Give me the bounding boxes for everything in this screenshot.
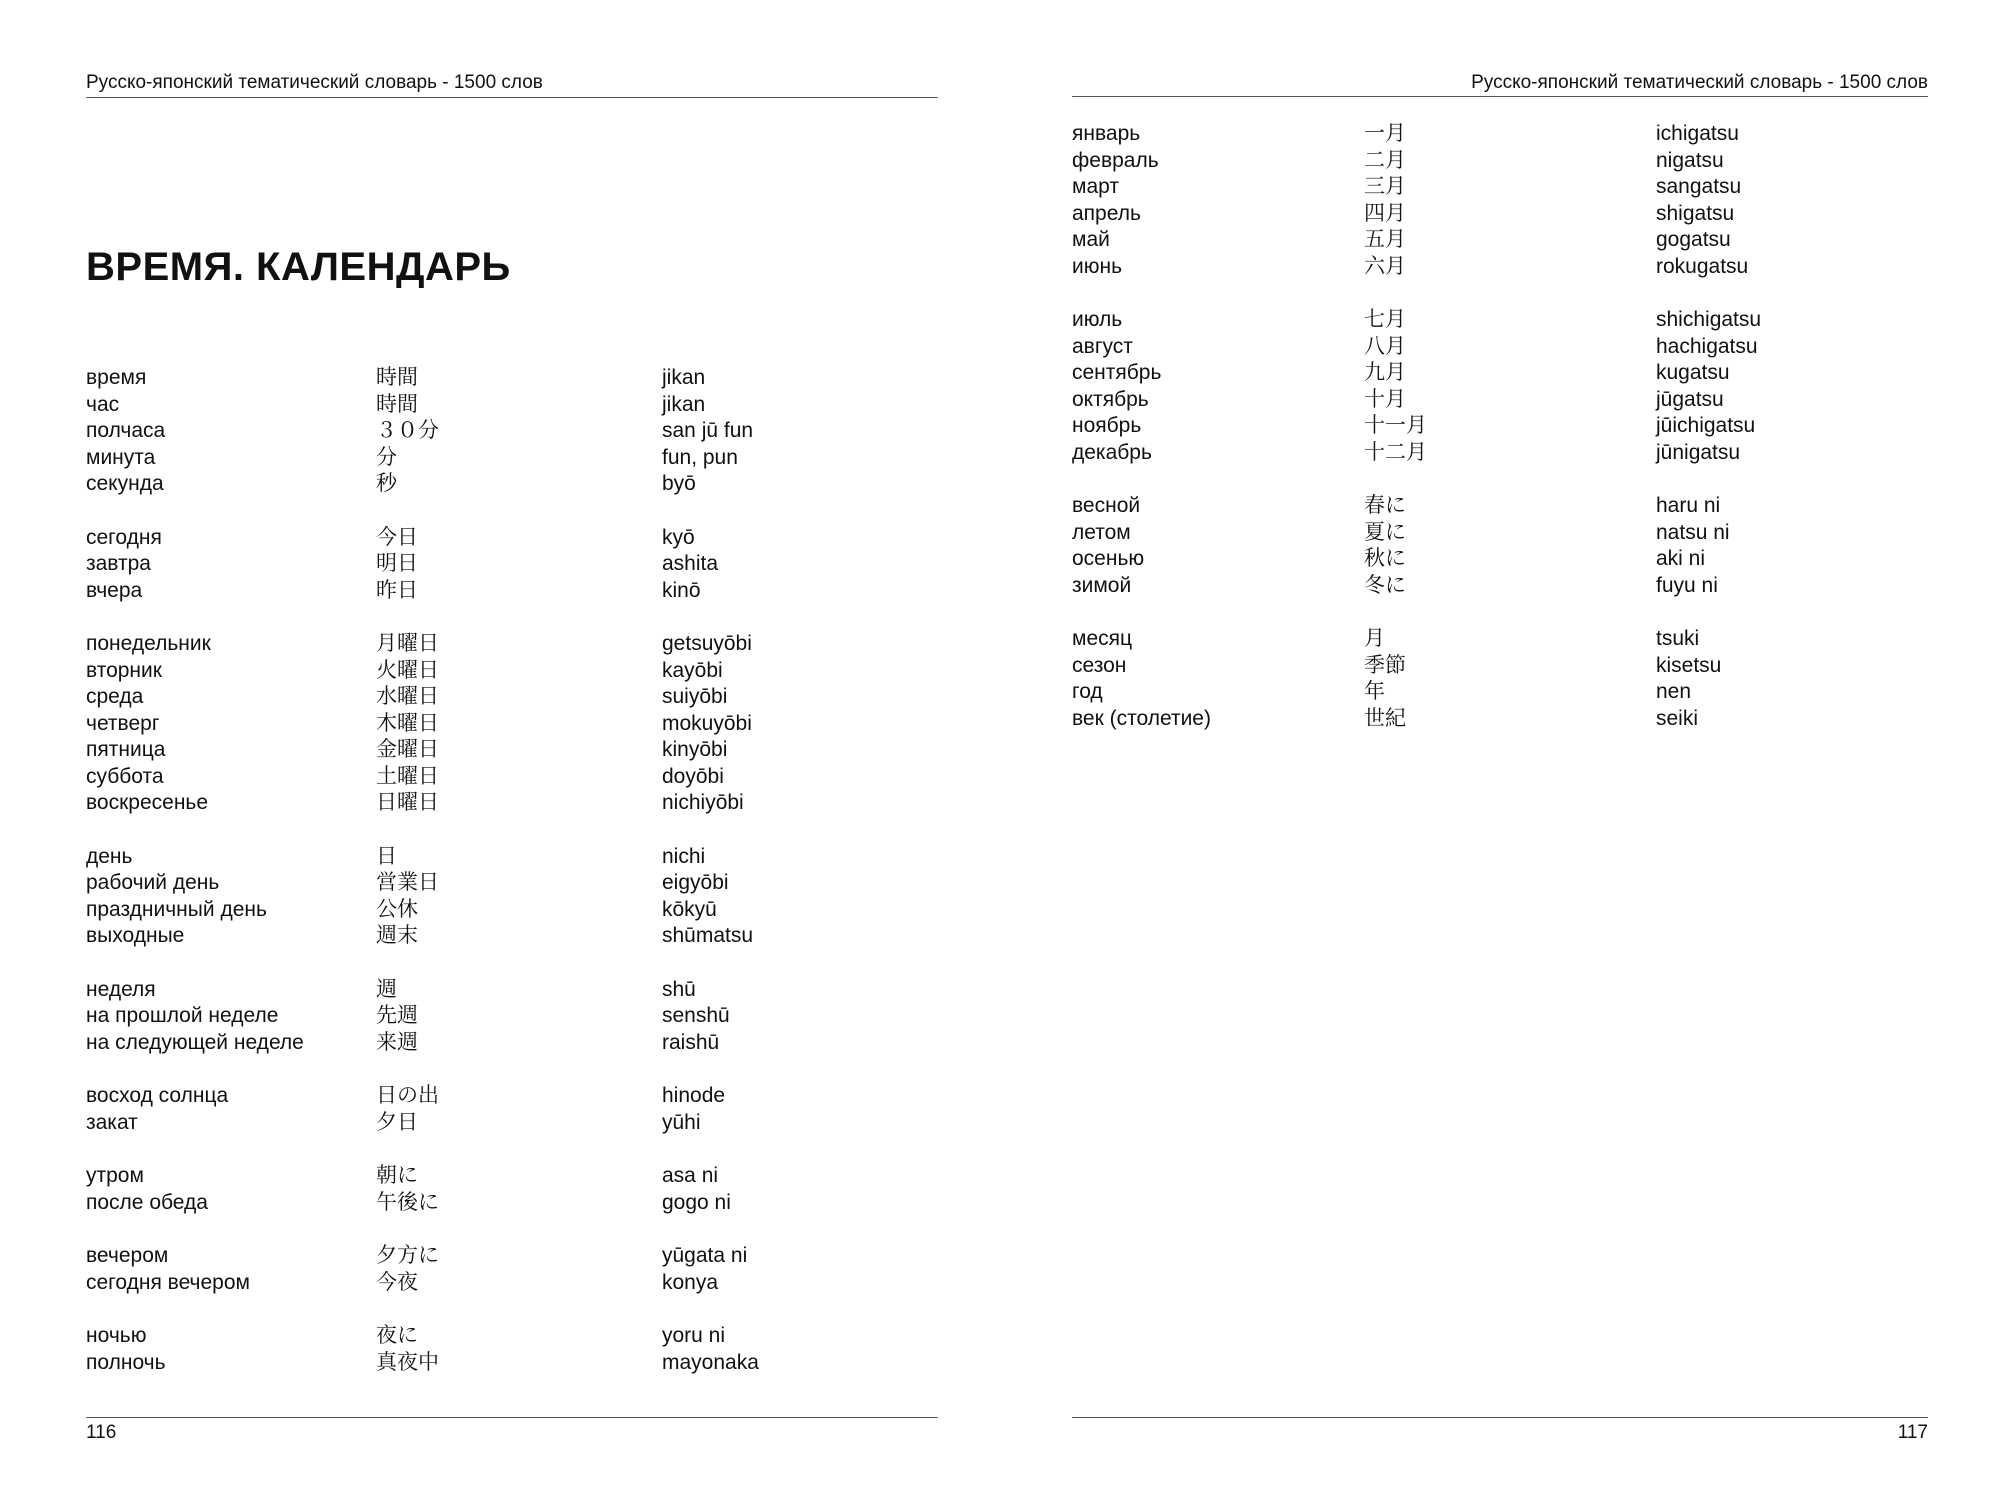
romaji-reading: fuyu ni xyxy=(1656,573,1718,597)
russian-word: восход солнца xyxy=(86,1084,229,1107)
romaji-reading: rokugatsu xyxy=(1656,254,1749,278)
romaji-reading: aki ni xyxy=(1656,547,1706,570)
russian-word: февраль xyxy=(1072,148,1159,172)
japanese-word: 営業日 xyxy=(376,871,439,894)
japanese-word: 年 xyxy=(1364,680,1385,703)
japanese-word: 今夜 xyxy=(376,1270,418,1294)
japanese-word: 七月 xyxy=(1364,308,1406,331)
russian-word: вечером xyxy=(86,1244,169,1267)
japanese-word: 朝に xyxy=(376,1164,418,1187)
romaji-reading: kayōbi xyxy=(662,658,723,682)
romaji-reading: gogo ni xyxy=(662,1190,731,1214)
japanese-word: 時間 xyxy=(376,366,418,389)
romaji-reading: asa ni xyxy=(662,1164,719,1187)
romaji-reading: jūgatsu xyxy=(1656,387,1724,411)
romaji-reading: hachigatsu xyxy=(1656,334,1758,358)
russian-word: весной xyxy=(1072,494,1141,517)
japanese-word: 八月 xyxy=(1364,334,1406,358)
russian-word: июнь xyxy=(1072,254,1123,278)
russian-word: май xyxy=(1072,228,1110,251)
romaji-reading: gogatsu xyxy=(1656,228,1731,251)
japanese-word: ３０分 xyxy=(376,419,439,442)
japanese-word: 季節 xyxy=(1364,653,1406,677)
japanese-word: 先週 xyxy=(376,1004,418,1027)
japanese-word: 昨日 xyxy=(376,578,418,602)
russian-word: закат xyxy=(86,1110,138,1134)
japanese-word: 火曜日 xyxy=(376,658,439,682)
japanese-word: 週末 xyxy=(376,924,418,947)
japanese-word: 夕日 xyxy=(376,1110,418,1134)
russian-word: январь xyxy=(1072,122,1141,145)
russian-word: понедельник xyxy=(86,632,211,655)
russian-word: декабрь xyxy=(1072,440,1152,464)
japanese-word: 世紀 xyxy=(1364,706,1406,730)
russian-word: рабочий день xyxy=(86,871,220,894)
russian-word: четверг xyxy=(86,711,160,735)
romaji-reading: hinode xyxy=(662,1084,726,1107)
russian-word: праздничный день xyxy=(86,897,267,921)
romaji-reading: konya xyxy=(662,1270,719,1294)
russian-word: среда xyxy=(86,685,144,708)
japanese-word: 来週 xyxy=(376,1030,418,1054)
footer-rule xyxy=(86,1417,938,1418)
japanese-word: 真夜中 xyxy=(376,1350,439,1374)
romaji-reading: yūgata ni xyxy=(662,1244,748,1267)
russian-word: вчера xyxy=(86,578,143,602)
romaji-reading: jūnigatsu xyxy=(1656,440,1741,464)
japanese-word: 午後に xyxy=(376,1190,439,1214)
japanese-word: 三月 xyxy=(1364,175,1406,198)
page-number: 117 xyxy=(1897,1422,1928,1443)
romaji-reading: nichi xyxy=(662,844,706,868)
japanese-word: 今日 xyxy=(376,525,418,549)
japanese-word: 十月 xyxy=(1364,387,1406,411)
romaji-reading: seiki xyxy=(1656,706,1699,730)
russian-word: на прошлой неделе xyxy=(86,1004,279,1027)
romaji-reading: kugatsu xyxy=(1656,361,1730,384)
russian-word: на следующей неделе xyxy=(86,1030,304,1054)
russian-word: летом xyxy=(1072,520,1131,544)
russian-word: месяц xyxy=(1072,627,1133,650)
romaji-reading: nen xyxy=(1656,680,1692,703)
romaji-reading: yūhi xyxy=(662,1110,701,1134)
right-page xyxy=(1000,0,2000,1498)
japanese-word: 日の出 xyxy=(376,1084,439,1107)
russian-word: апрель xyxy=(1072,201,1141,225)
romaji-reading: san jū fun xyxy=(662,419,754,442)
russian-word: пятница xyxy=(86,738,166,761)
japanese-word: 六月 xyxy=(1364,254,1406,278)
japanese-word: 十二月 xyxy=(1364,440,1427,464)
japanese-word: 冬に xyxy=(1364,573,1406,597)
romaji-reading: shichigatsu xyxy=(1656,308,1762,331)
russian-word: июль xyxy=(1072,308,1123,331)
romaji-reading: getsuyōbi xyxy=(662,632,752,655)
japanese-word: 月曜日 xyxy=(376,632,439,655)
russian-word: осенью xyxy=(1072,547,1145,570)
japanese-word: 分 xyxy=(376,445,397,469)
russian-word: секунда xyxy=(86,472,164,495)
romaji-reading: raishū xyxy=(662,1030,720,1054)
japanese-word: 夕方に xyxy=(376,1244,439,1267)
russian-word: после обеда xyxy=(86,1190,208,1214)
header-rule xyxy=(1072,96,1928,97)
russian-word: март xyxy=(1072,175,1119,198)
section-title: ВРЕМЯ. КАЛЕНДАРЬ xyxy=(86,245,511,289)
russian-word: век (столетие) xyxy=(1072,706,1211,730)
japanese-word: 四月 xyxy=(1364,201,1406,225)
russian-word: ночью xyxy=(86,1324,147,1347)
romaji-reading: fun, pun xyxy=(662,445,738,469)
romaji-reading: nigatsu xyxy=(1656,148,1724,172)
romaji-reading: kyō xyxy=(662,525,695,549)
japanese-word: 土曜日 xyxy=(376,764,439,788)
russian-word: час xyxy=(86,392,120,416)
russian-word: воскресенье xyxy=(86,791,209,814)
romaji-reading: shū xyxy=(662,977,696,1001)
romaji-reading: ashita xyxy=(662,552,719,575)
romaji-reading: sangatsu xyxy=(1656,175,1742,198)
japanese-word: 秋に xyxy=(1364,547,1406,570)
japanese-word: 春に xyxy=(1364,494,1406,517)
japanese-word: 金曜日 xyxy=(376,738,439,761)
russian-word: время xyxy=(86,366,147,389)
japanese-word: 二月 xyxy=(1364,148,1406,172)
romaji-reading: doyōbi xyxy=(662,764,724,788)
japanese-word: 夏に xyxy=(1364,520,1406,544)
japanese-word: 月 xyxy=(1364,627,1385,650)
romaji-reading: byō xyxy=(662,472,696,495)
japanese-word: 一月 xyxy=(1364,122,1406,145)
japanese-word: 木曜日 xyxy=(376,711,439,735)
japanese-word: 九月 xyxy=(1364,361,1406,384)
japanese-word: 秒 xyxy=(376,472,397,495)
russian-word: выходные xyxy=(86,924,185,947)
russian-word: утром xyxy=(86,1164,144,1187)
romaji-reading: jikan xyxy=(662,366,706,389)
japanese-word: 夜に xyxy=(376,1324,418,1347)
russian-word: зимой xyxy=(1072,573,1132,597)
russian-word: день xyxy=(86,844,133,868)
romaji-reading: kinyōbi xyxy=(662,738,728,761)
romaji-reading: ichigatsu xyxy=(1656,122,1739,145)
japanese-word: 明日 xyxy=(376,552,418,575)
russian-word: неделя xyxy=(86,977,156,1001)
romaji-reading: kōkyū xyxy=(662,897,717,921)
romaji-reading: kinō xyxy=(662,578,701,602)
russian-word: октябрь xyxy=(1072,387,1149,411)
japanese-word: 日 xyxy=(376,844,397,868)
russian-word: вторник xyxy=(86,658,162,682)
japanese-word: 公休 xyxy=(376,897,418,921)
japanese-word: 水曜日 xyxy=(376,685,439,708)
header-rule xyxy=(86,97,938,98)
running-head: Русско-японский тематический словарь - 1500 слов xyxy=(1471,72,1928,93)
romaji-reading: jūichigatsu xyxy=(1656,414,1756,437)
russian-word: сентябрь xyxy=(1072,361,1162,384)
footer-rule xyxy=(1072,1417,1928,1418)
romaji-reading: mokuyōbi xyxy=(662,711,752,735)
romaji-reading: senshū xyxy=(662,1004,730,1027)
romaji-reading: shigatsu xyxy=(1656,201,1735,225)
russian-word: сегодня xyxy=(86,525,162,549)
romaji-reading: eigyōbi xyxy=(662,871,729,894)
russian-word: полночь xyxy=(86,1350,166,1374)
romaji-reading: shūmatsu xyxy=(662,924,754,947)
russian-word: август xyxy=(1072,334,1133,358)
romaji-reading: mayonaka xyxy=(662,1350,759,1374)
japanese-word: 日曜日 xyxy=(376,791,439,814)
romaji-reading: suiyōbi xyxy=(662,685,728,708)
russian-word: год xyxy=(1072,680,1103,703)
romaji-reading: jikan xyxy=(662,392,706,416)
russian-word: сегодня вечером xyxy=(86,1270,250,1294)
russian-word: сезон xyxy=(1072,653,1127,677)
japanese-word: 十一月 xyxy=(1364,414,1427,437)
romaji-reading: kisetsu xyxy=(1656,653,1722,677)
russian-word: суббота xyxy=(86,764,164,788)
russian-word: ноябрь xyxy=(1072,414,1142,437)
russian-word: завтра xyxy=(86,552,151,575)
japanese-word: 時間 xyxy=(376,392,418,416)
romaji-reading: natsu ni xyxy=(1656,520,1730,544)
romaji-reading: tsuki xyxy=(1656,627,1700,650)
russian-word: полчаса xyxy=(86,419,166,442)
page-number: 116 xyxy=(86,1422,117,1443)
romaji-reading: yoru ni xyxy=(662,1324,726,1347)
running-head: Русско-японский тематический словарь - 1500 слов xyxy=(86,72,543,93)
russian-word: минута xyxy=(86,445,156,469)
japanese-word: 週 xyxy=(376,977,397,1001)
japanese-word: 五月 xyxy=(1364,228,1406,251)
romaji-reading: nichiyōbi xyxy=(662,791,744,814)
romaji-reading: haru ni xyxy=(1656,494,1721,517)
